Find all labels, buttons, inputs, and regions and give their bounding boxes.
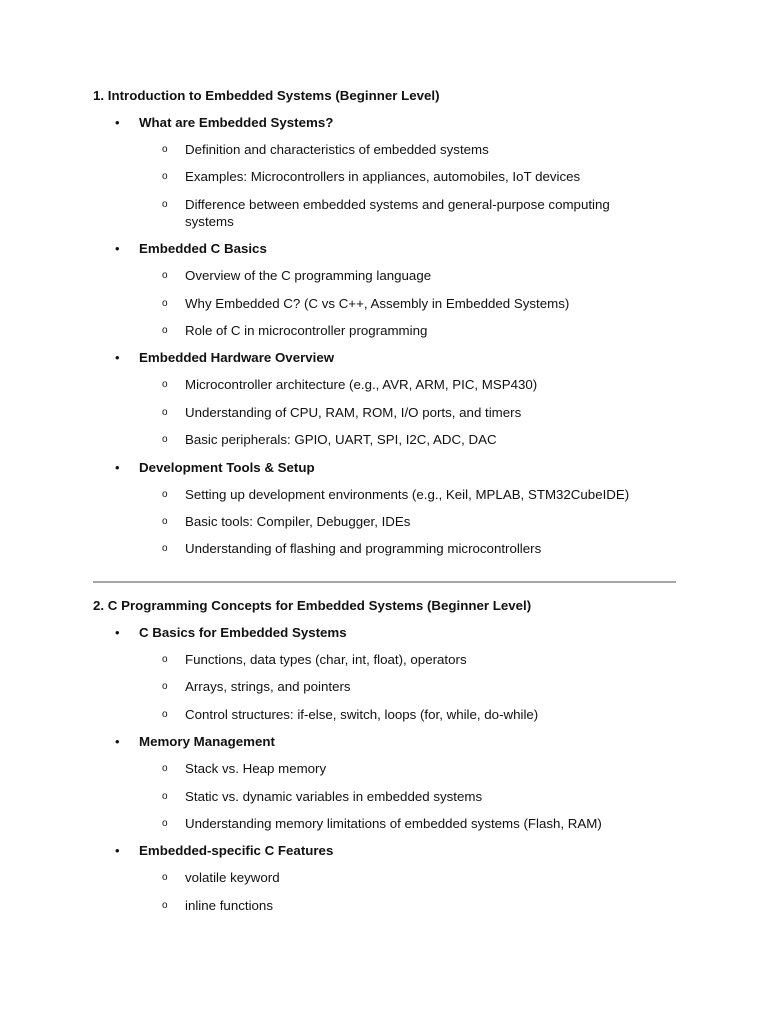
list-item-text: Role of C in microcontroller programming [185, 322, 428, 338]
section-heading: 1. Introduction to Embedded Systems (Beginner Level) [93, 88, 440, 103]
list-item [139, 706, 640, 723]
list-item [139, 141, 640, 158]
bullet-circle-icon: o [162, 899, 168, 911]
list-item-text: Basic peripherals: GPIO, UART, SPI, I2C, ADC, DAC [185, 432, 497, 448]
list-item [139, 376, 640, 393]
sub-list [139, 651, 676, 723]
bullet-circle-icon: o [162, 171, 168, 183]
list-item-text: Why Embedded C? (C vs C++, Assembly in Embedded Systems) [185, 295, 570, 311]
section-introduction [93, 87, 676, 568]
topic-memory-management [93, 733, 676, 832]
topic-title: Development Tools & Setup [139, 459, 315, 475]
list-item [139, 168, 640, 185]
list-item [139, 651, 640, 668]
topic-development-tools-setup [93, 459, 676, 558]
section-c-programming-concepts [93, 597, 676, 924]
list-item-text: Understanding memory limitations of embedded systems (Flash, RAM) [185, 815, 602, 831]
list-item [139, 678, 640, 695]
bullet-circle-icon: o [162, 488, 168, 500]
topic-embedded-specific-c-features [93, 842, 676, 913]
bullet-circle-icon: o [162, 681, 168, 693]
list-item [139, 869, 640, 886]
list-item-text: volatile keyword [185, 870, 280, 886]
list-item-text: Arrays, strings, and pointers [185, 679, 351, 695]
sub-list [139, 760, 676, 832]
bullet-circle-icon: o [162, 654, 168, 665]
bullet-circle-icon: o [162, 708, 168, 720]
list-item [139, 815, 640, 832]
list-item [139, 897, 640, 914]
list-item-text: Setting up development environments (e.g., Keil, MPLAB, STM32CubeIDE) [185, 486, 630, 502]
sub-list [139, 141, 676, 230]
list-item [139, 540, 640, 557]
bullet-circle-icon: o [162, 872, 168, 884]
sub-list [139, 869, 676, 913]
list-item [139, 404, 640, 421]
list-item-text: Microcontroller architecture (e.g., AVR, ARM, PIC, MSP430) [185, 377, 538, 393]
bullet-circle-icon: o [162, 790, 168, 802]
horizontal-divider [93, 581, 676, 583]
bullet-circle-icon: o [162, 543, 168, 555]
bullet-circle-icon: o [162, 379, 168, 391]
bullet-circle-icon: o [162, 297, 168, 309]
list-item-text: Control structures: if-else, switch, loops (for, while, do-while) [185, 706, 539, 722]
list-item [139, 486, 640, 503]
bullet-circle-icon: o [162, 324, 168, 336]
bullet-disc-icon: • [115, 459, 120, 475]
topic-title: C Basics for Embedded Systems [139, 625, 347, 640]
bullet-disc-icon: • [115, 734, 120, 750]
topic-title: Embedded Hardware Overview [139, 350, 335, 366]
topic-title: Embedded C Basics [139, 241, 267, 257]
list-item-text: Overview of the C programming language [185, 268, 432, 284]
bullet-circle-icon: o [162, 198, 168, 210]
bullet-disc-icon: • [115, 115, 120, 130]
topic-title: Embedded-specific C Features [139, 843, 334, 859]
topic-title: Memory Management [139, 734, 275, 750]
bullet-circle-icon: o [162, 515, 168, 527]
list-item-text: Difference between embedded systems and general-purpose computing systems [185, 196, 610, 229]
list-item-text: Understanding of CPU, RAM, ROM, I/O ports, and timers [185, 404, 522, 420]
list-item [139, 431, 640, 448]
bullet-disc-icon: • [115, 350, 120, 366]
list-item [139, 513, 640, 530]
bullet-circle-icon: o [162, 763, 168, 775]
list-item-text: Definition and characteristics of embedded systems [185, 142, 489, 157]
bullet-disc-icon: • [115, 843, 120, 859]
topic-title: What are Embedded Systems? [139, 115, 334, 130]
list-item [139, 196, 640, 230]
list-item [139, 267, 640, 284]
sub-list [139, 267, 676, 339]
bullet-circle-icon: o [162, 817, 168, 829]
list-item [139, 322, 640, 339]
list-item-text: Stack vs. Heap memory [185, 761, 327, 777]
bullet-disc-icon: • [115, 625, 120, 640]
bullet-circle-icon: o [162, 434, 168, 446]
topic-what-are-embedded-systems [93, 114, 676, 230]
bullet-circle-icon: o [162, 144, 168, 155]
list-item [139, 760, 640, 777]
list-item-text: Understanding of flashing and programming microcontrollers [185, 541, 542, 557]
list-item [139, 295, 640, 312]
sub-list [139, 376, 676, 448]
sub-list [139, 486, 676, 558]
topic-c-basics-for-embedded [93, 624, 676, 723]
topic-embedded-hardware-overview [93, 349, 676, 448]
section-heading: 2. C Programming Concepts for Embedded Systems (Beginner Level) [93, 598, 532, 613]
list-item-text: Functions, data types (char, int, float), operators [185, 652, 467, 667]
bullet-disc-icon: • [115, 241, 120, 257]
topic-embedded-c-basics [93, 240, 676, 339]
list-item-text: Static vs. dynamic variables in embedded systems [185, 788, 483, 804]
bullet-circle-icon: o [162, 406, 168, 418]
list-item-text: Examples: Microcontrollers in appliances, automobiles, IoT devices [185, 169, 581, 185]
list-item-text: inline functions [185, 897, 273, 913]
list-item [139, 788, 640, 805]
bullet-circle-icon: o [162, 270, 168, 282]
list-item-text: Basic tools: Compiler, Debugger, IDEs [185, 513, 411, 529]
